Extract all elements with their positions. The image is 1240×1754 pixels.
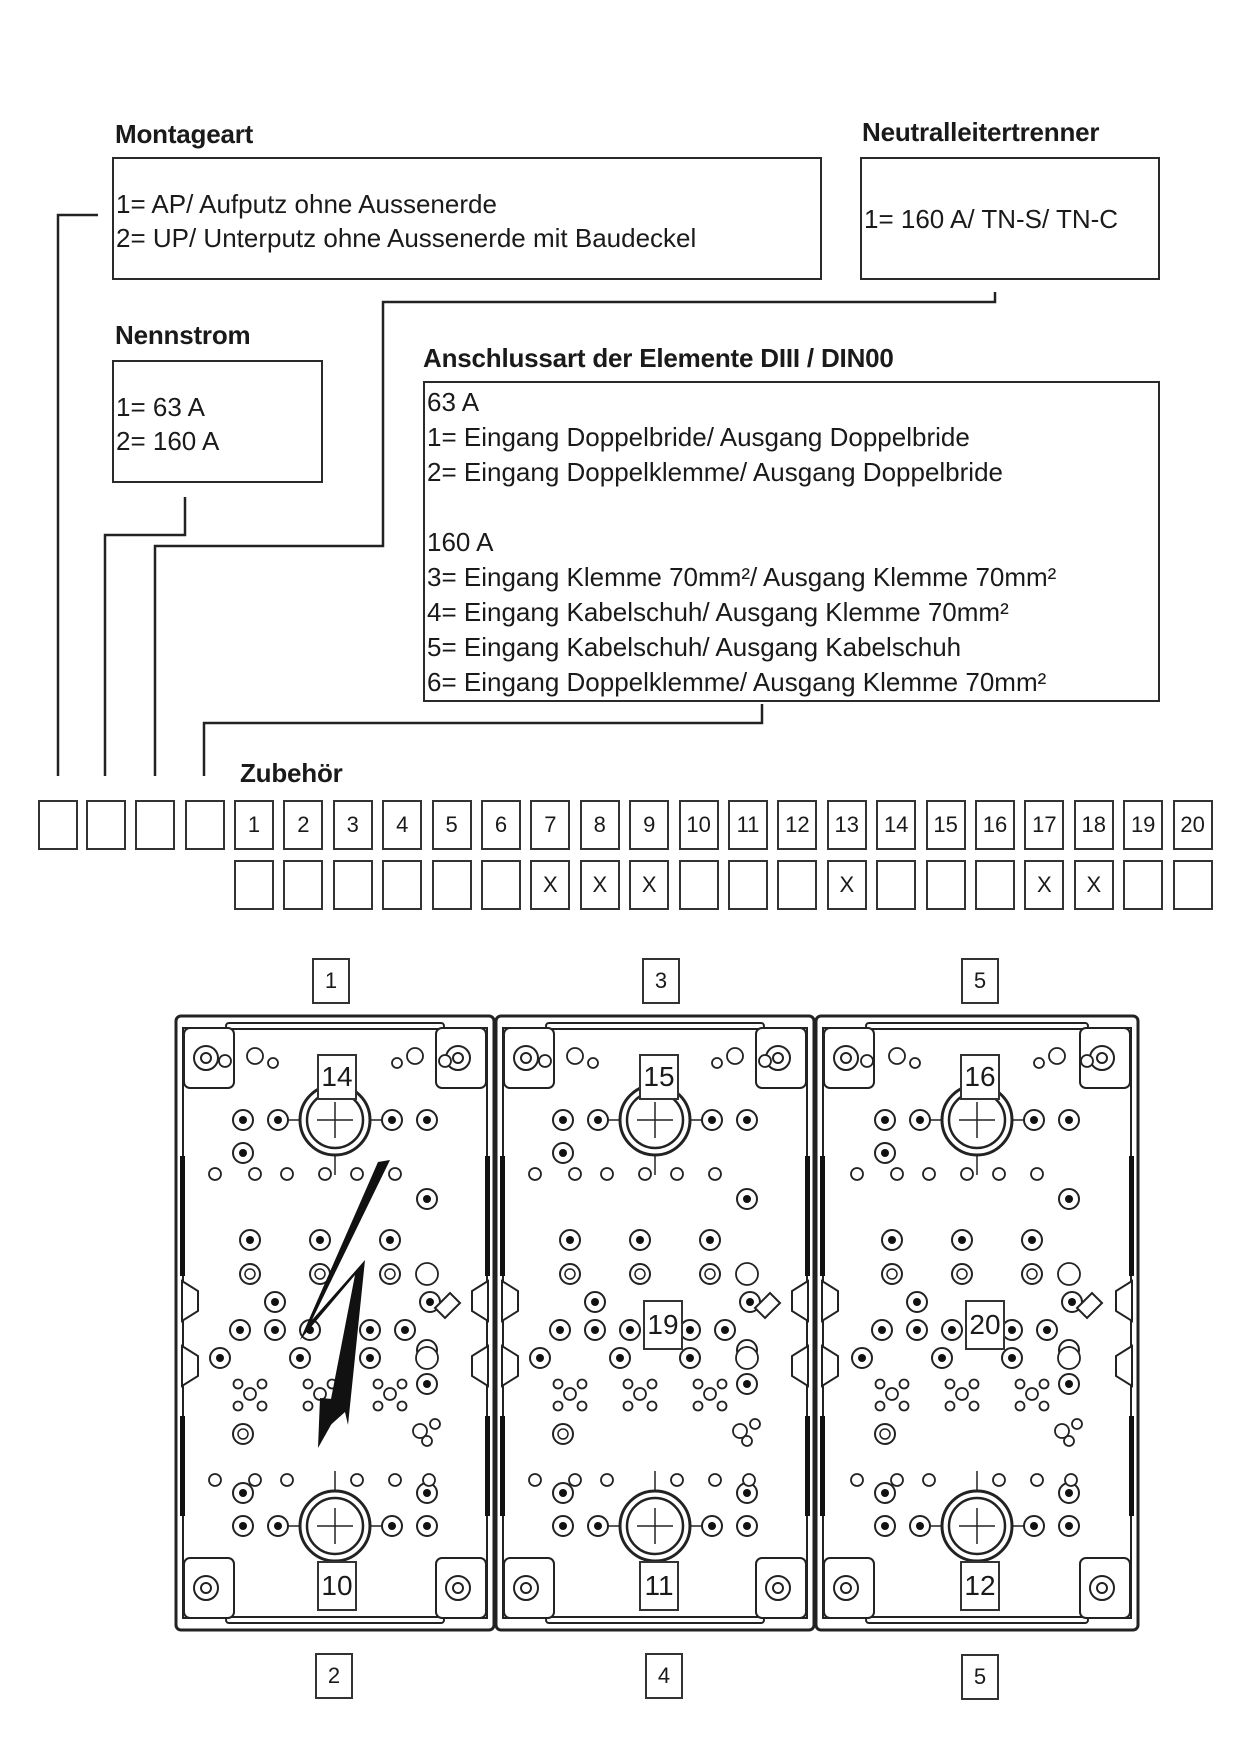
small-hole xyxy=(851,1168,863,1180)
small-hole xyxy=(1072,1419,1082,1429)
top-label: 5 xyxy=(961,958,999,1004)
accessory-number-box: 9 xyxy=(629,800,669,850)
small-hole xyxy=(569,1474,581,1486)
small-hole xyxy=(1026,1388,1038,1400)
small-hole xyxy=(736,1347,758,1369)
mount-hole-dot xyxy=(916,1522,924,1530)
mount-hole-dot xyxy=(559,1489,567,1497)
small-hole xyxy=(209,1168,221,1180)
accessory-mark-box[interactable]: X xyxy=(530,860,570,910)
mount-hole-dot xyxy=(1068,1298,1076,1306)
mount-hole-dot xyxy=(423,1116,431,1124)
accessory-mark-box[interactable]: X xyxy=(827,860,867,910)
small-hole xyxy=(422,1436,432,1446)
small-hole xyxy=(567,1048,583,1064)
accessory-number-box: 12 xyxy=(777,800,817,850)
small-hole xyxy=(759,1055,771,1067)
corner-block xyxy=(436,1558,486,1618)
mount-hole-dot xyxy=(881,1522,889,1530)
position-tag: 14 xyxy=(317,1054,357,1100)
small-hole xyxy=(1058,1347,1080,1369)
mount-hole-dot xyxy=(423,1195,431,1203)
small-hole xyxy=(398,1380,407,1389)
small-hole xyxy=(268,1058,278,1068)
side-bar xyxy=(180,1156,185,1276)
mount-hole-dot xyxy=(881,1149,889,1157)
corner-block xyxy=(504,1558,554,1618)
ring-hole xyxy=(882,1264,902,1284)
small-hole xyxy=(430,1419,440,1429)
mount-hole-dot xyxy=(708,1116,716,1124)
rail xyxy=(866,1023,1088,1029)
position-tag: 10 xyxy=(317,1561,357,1611)
corner-block xyxy=(756,1558,806,1618)
position-tag: 20 xyxy=(965,1300,1005,1350)
small-hole xyxy=(639,1168,651,1180)
accessory-number-box: 5 xyxy=(432,800,472,850)
mount-hole-dot xyxy=(746,1298,754,1306)
mount-hole-dot xyxy=(706,1236,714,1244)
mount-hole-dot xyxy=(274,1522,282,1530)
small-hole xyxy=(1016,1402,1025,1411)
group-label-63a: 63 A xyxy=(427,387,480,417)
accessory-number-box: 2 xyxy=(283,800,323,850)
small-hole xyxy=(389,1168,401,1180)
ring-hole xyxy=(952,1264,972,1284)
position-tag: 15 xyxy=(639,1054,679,1100)
mount-hole-dot xyxy=(1008,1354,1016,1362)
accessory-number-box: 19 xyxy=(1123,800,1163,850)
nennstrom-title: Nennstrom xyxy=(115,320,251,350)
small-hole xyxy=(219,1055,231,1067)
small-hole xyxy=(249,1168,261,1180)
side-bar xyxy=(180,1416,185,1516)
mount-hole-dot xyxy=(388,1522,396,1530)
small-hole xyxy=(389,1474,401,1486)
rail xyxy=(226,1023,444,1029)
small-hole xyxy=(956,1388,968,1400)
small-hole xyxy=(392,1058,402,1068)
small-hole xyxy=(1081,1055,1093,1067)
small-hole xyxy=(601,1168,613,1180)
anschlussart-option: 5= Eingang Kabelschuh/ Ausgang Kabelschuh xyxy=(427,632,962,662)
accessory-number-box: 7 xyxy=(530,800,570,850)
mount-hole-dot xyxy=(1065,1116,1073,1124)
small-hole xyxy=(529,1168,541,1180)
montageart-option: 1= AP/ Aufputz ohne Aussenerde xyxy=(116,189,497,219)
small-hole xyxy=(718,1380,727,1389)
ring-hole xyxy=(233,1424,253,1444)
accessory-mark-box[interactable]: X xyxy=(629,860,669,910)
side-bar xyxy=(1129,1416,1134,1516)
mount-hole-dot xyxy=(686,1326,694,1334)
mount-hole-dot xyxy=(1008,1326,1016,1334)
accessory-number-box: 10 xyxy=(679,800,719,850)
small-hole xyxy=(750,1419,760,1429)
small-hole xyxy=(578,1380,587,1389)
small-hole xyxy=(1016,1380,1025,1389)
small-hole xyxy=(876,1380,885,1389)
small-hole xyxy=(742,1436,752,1446)
small-hole xyxy=(709,1474,721,1486)
mount-hole-dot xyxy=(566,1236,574,1244)
small-hole xyxy=(993,1474,1005,1486)
mount-hole-dot xyxy=(594,1522,602,1530)
accessory-number-box: 1 xyxy=(234,800,274,850)
small-hole xyxy=(648,1402,657,1411)
mount-hole-dot xyxy=(236,1326,244,1334)
mount-hole-dot xyxy=(938,1354,946,1362)
small-hole xyxy=(539,1055,551,1067)
small-hole xyxy=(258,1402,267,1411)
small-hole xyxy=(1031,1168,1043,1180)
top-label: 1 xyxy=(312,958,350,1004)
mount-hole-dot xyxy=(888,1236,896,1244)
side-bar xyxy=(500,1416,505,1516)
mount-hole-dot xyxy=(1028,1236,1036,1244)
ring-hole xyxy=(630,1264,650,1284)
mount-hole-dot xyxy=(556,1326,564,1334)
mount-hole-dot xyxy=(743,1522,751,1530)
mount-hole-dot xyxy=(239,1116,247,1124)
mount-hole-dot xyxy=(316,1236,324,1244)
mount-hole-dot xyxy=(423,1380,431,1388)
rail xyxy=(226,1617,444,1623)
small-hole xyxy=(319,1168,331,1180)
mount-hole-dot xyxy=(948,1326,956,1334)
mount-hole-dot xyxy=(1030,1116,1038,1124)
mount-hole-dot xyxy=(686,1354,694,1362)
small-hole xyxy=(727,1048,743,1064)
mount-hole-dot xyxy=(881,1116,889,1124)
small-hole xyxy=(1034,1058,1044,1068)
mount-hole-dot xyxy=(239,1149,247,1157)
small-hole xyxy=(1031,1474,1043,1486)
small-hole xyxy=(281,1168,293,1180)
accessory-number-box: 6 xyxy=(481,800,521,850)
mount-hole-dot xyxy=(423,1522,431,1530)
corner-block xyxy=(1080,1558,1130,1618)
accessory-number-box: 4 xyxy=(382,800,422,850)
mount-hole-dot xyxy=(388,1116,396,1124)
accessory-number-box: 8 xyxy=(580,800,620,850)
montageart-title: Montageart xyxy=(115,119,254,149)
small-hole xyxy=(900,1380,909,1389)
ring-hole xyxy=(700,1264,720,1284)
small-hole xyxy=(407,1048,423,1064)
small-hole xyxy=(712,1058,722,1068)
small-hole xyxy=(569,1168,581,1180)
small-hole xyxy=(923,1474,935,1486)
rail xyxy=(866,1617,1088,1623)
ring-hole xyxy=(560,1264,580,1284)
small-hole xyxy=(861,1055,873,1067)
accessory-mark-box[interactable]: X xyxy=(580,860,620,910)
rail xyxy=(546,1023,764,1029)
accessory-number-box: 16 xyxy=(975,800,1015,850)
mount-hole-dot xyxy=(1030,1522,1038,1530)
mount-hole-dot xyxy=(386,1236,394,1244)
small-hole xyxy=(588,1058,598,1068)
mount-hole-dot xyxy=(878,1326,886,1334)
anschlussart-option: 3= Eingang Klemme 70mm²/ Ausgang Klemme 70mm² xyxy=(427,562,1057,592)
small-hole xyxy=(416,1263,438,1285)
small-hole xyxy=(946,1402,955,1411)
side-bar xyxy=(500,1156,505,1276)
mount-hole-dot xyxy=(536,1354,544,1362)
bottom-label: 4 xyxy=(645,1653,683,1699)
position-tag: 11 xyxy=(639,1561,679,1611)
small-hole xyxy=(694,1380,703,1389)
neutralleitertrenner-option: 1= 160 A/ TN-S/ TN-C xyxy=(864,204,1119,234)
mount-hole-dot xyxy=(591,1298,599,1306)
small-hole xyxy=(234,1402,243,1411)
small-hole xyxy=(374,1402,383,1411)
mount-hole-dot xyxy=(216,1354,224,1362)
mount-hole-dot xyxy=(271,1326,279,1334)
small-hole xyxy=(384,1388,396,1400)
mount-hole-dot xyxy=(274,1116,282,1124)
mount-hole-dot xyxy=(626,1326,634,1334)
accessory-number-box: 13 xyxy=(827,800,867,850)
group-label-160a: 160 A xyxy=(427,527,494,557)
accessory-number-box: 20 xyxy=(1173,800,1213,850)
small-hole xyxy=(648,1380,657,1389)
position-tag: 16 xyxy=(960,1054,1000,1100)
small-hole xyxy=(923,1168,935,1180)
mount-hole-dot xyxy=(743,1195,751,1203)
side-bar xyxy=(805,1156,810,1276)
mount-hole-dot xyxy=(1065,1489,1073,1497)
neutralleitertrenner-title: Neutralleitertrenner xyxy=(862,117,1100,147)
accessory-number-box: 17 xyxy=(1024,800,1064,850)
mount-hole-dot xyxy=(958,1236,966,1244)
small-hole xyxy=(891,1474,903,1486)
small-hole xyxy=(1058,1263,1080,1285)
small-hole xyxy=(416,1347,438,1369)
mount-hole-dot xyxy=(743,1116,751,1124)
small-hole xyxy=(1064,1436,1074,1446)
side-bar xyxy=(1129,1156,1134,1276)
small-hole xyxy=(624,1402,633,1411)
ring-hole xyxy=(380,1264,400,1284)
small-hole xyxy=(993,1168,1005,1180)
nennstrom-option: 1= 63 A xyxy=(116,392,205,422)
bottom-label: 5 xyxy=(961,1654,999,1700)
mount-hole-dot xyxy=(366,1326,374,1334)
small-hole xyxy=(970,1402,979,1411)
small-hole xyxy=(743,1474,755,1486)
mount-hole-dot xyxy=(708,1522,716,1530)
small-hole xyxy=(876,1402,885,1411)
ring-hole xyxy=(240,1264,260,1284)
nennstrom-option: 2= 160 A xyxy=(116,426,220,456)
mount-hole-dot xyxy=(636,1236,644,1244)
anschlussart-option: 1= Eingang Doppelbride/ Ausgang Doppelbride xyxy=(427,422,970,452)
small-hole xyxy=(234,1380,243,1389)
top-label: 3 xyxy=(642,958,680,1004)
accessory-number-box: 15 xyxy=(926,800,966,850)
mount-hole-dot xyxy=(271,1298,279,1306)
small-hole xyxy=(970,1380,979,1389)
mount-hole-dot xyxy=(913,1326,921,1334)
small-hole xyxy=(624,1380,633,1389)
accessory-number-box: 14 xyxy=(876,800,916,850)
side-bar xyxy=(485,1416,490,1516)
small-hole xyxy=(398,1402,407,1411)
side-bar xyxy=(485,1156,490,1276)
corner-block xyxy=(184,1558,234,1618)
accessory-mark-box[interactable]: X xyxy=(1074,860,1114,910)
ring-hole xyxy=(875,1424,895,1444)
small-hole xyxy=(209,1474,221,1486)
small-hole xyxy=(554,1380,563,1389)
anschlussart-title: Anschlussart der Elemente DIII / DIN00 xyxy=(423,343,894,373)
small-hole xyxy=(671,1168,683,1180)
small-hole xyxy=(249,1474,261,1486)
mount-hole-dot xyxy=(426,1298,434,1306)
mount-hole-dot xyxy=(559,1522,567,1530)
mount-hole-dot xyxy=(1065,1380,1073,1388)
bottom-label: 2 xyxy=(315,1653,353,1699)
small-hole xyxy=(961,1168,973,1180)
anschlussart-option: 4= Eingang Kabelschuh/ Ausgang Klemme 70mm² xyxy=(427,597,1009,627)
mount-hole-dot xyxy=(616,1354,624,1362)
small-hole xyxy=(304,1402,313,1411)
mount-hole-dot xyxy=(1043,1326,1051,1334)
mount-hole-dot xyxy=(594,1116,602,1124)
small-hole xyxy=(423,1474,435,1486)
small-hole xyxy=(529,1474,541,1486)
side-bar xyxy=(805,1416,810,1516)
small-hole xyxy=(889,1048,905,1064)
mount-hole-dot xyxy=(401,1326,409,1334)
small-hole xyxy=(736,1263,758,1285)
anschlussart-option: 6= Eingang Doppelklemme/ Ausgang Klemme 70mm² xyxy=(427,667,1047,697)
mount-hole-dot xyxy=(916,1116,924,1124)
mount-hole-dot xyxy=(858,1354,866,1362)
small-hole xyxy=(1065,1474,1077,1486)
small-hole xyxy=(258,1380,267,1389)
mount-hole-dot xyxy=(559,1116,567,1124)
mount-hole-dot xyxy=(1065,1195,1073,1203)
small-hole xyxy=(886,1388,898,1400)
mount-hole-dot xyxy=(1065,1522,1073,1530)
small-hole xyxy=(709,1168,721,1180)
small-hole xyxy=(564,1388,576,1400)
small-hole xyxy=(304,1380,313,1389)
mount-hole-dot xyxy=(423,1489,431,1497)
side-bar xyxy=(820,1416,825,1516)
small-hole xyxy=(351,1474,363,1486)
small-hole xyxy=(1040,1402,1049,1411)
small-hole xyxy=(578,1402,587,1411)
anschlussart-option: 2= Eingang Doppelklemme/ Ausgang Doppelbride xyxy=(427,457,1003,487)
position-tag: 19 xyxy=(643,1300,683,1350)
small-hole xyxy=(900,1402,909,1411)
small-hole xyxy=(671,1474,683,1486)
small-hole xyxy=(374,1380,383,1389)
mount-hole-dot xyxy=(743,1380,751,1388)
small-hole xyxy=(439,1055,451,1067)
mount-hole-dot xyxy=(743,1489,751,1497)
ring-hole xyxy=(553,1424,573,1444)
small-hole xyxy=(704,1388,716,1400)
ring-hole xyxy=(1022,1264,1042,1284)
accessory-number-box: 11 xyxy=(728,800,768,850)
mount-hole-dot xyxy=(721,1326,729,1334)
montageart-option: 2= UP/ Unterputz ohne Aussenerde mit Baudeckel xyxy=(116,223,697,253)
small-hole xyxy=(1049,1048,1065,1064)
small-hole xyxy=(601,1474,613,1486)
small-hole xyxy=(946,1380,955,1389)
mount-hole-dot xyxy=(591,1326,599,1334)
position-tag: 12 xyxy=(960,1561,1000,1611)
small-hole xyxy=(247,1048,263,1064)
small-hole xyxy=(910,1058,920,1068)
small-hole xyxy=(554,1402,563,1411)
rail xyxy=(546,1617,764,1623)
mount-hole-dot xyxy=(366,1354,374,1362)
small-hole xyxy=(351,1168,363,1180)
accessory-number-box: 3 xyxy=(333,800,373,850)
mount-hole-dot xyxy=(239,1522,247,1530)
mount-hole-dot xyxy=(881,1489,889,1497)
zubehoer-title: Zubehör xyxy=(240,758,343,788)
mount-hole-dot xyxy=(296,1354,304,1362)
mount-hole-dot xyxy=(246,1236,254,1244)
small-hole xyxy=(281,1474,293,1486)
side-bar xyxy=(820,1156,825,1276)
small-hole xyxy=(244,1388,256,1400)
accessory-mark-box[interactable]: X xyxy=(1024,860,1064,910)
small-hole xyxy=(634,1388,646,1400)
mount-hole-dot xyxy=(913,1298,921,1306)
accessory-number-box: 18 xyxy=(1074,800,1114,850)
small-hole xyxy=(1040,1380,1049,1389)
small-hole xyxy=(851,1474,863,1486)
small-hole xyxy=(891,1168,903,1180)
mount-hole-dot xyxy=(559,1149,567,1157)
small-hole xyxy=(694,1402,703,1411)
small-hole xyxy=(718,1402,727,1411)
mount-hole-dot xyxy=(239,1489,247,1497)
corner-block xyxy=(824,1558,874,1618)
